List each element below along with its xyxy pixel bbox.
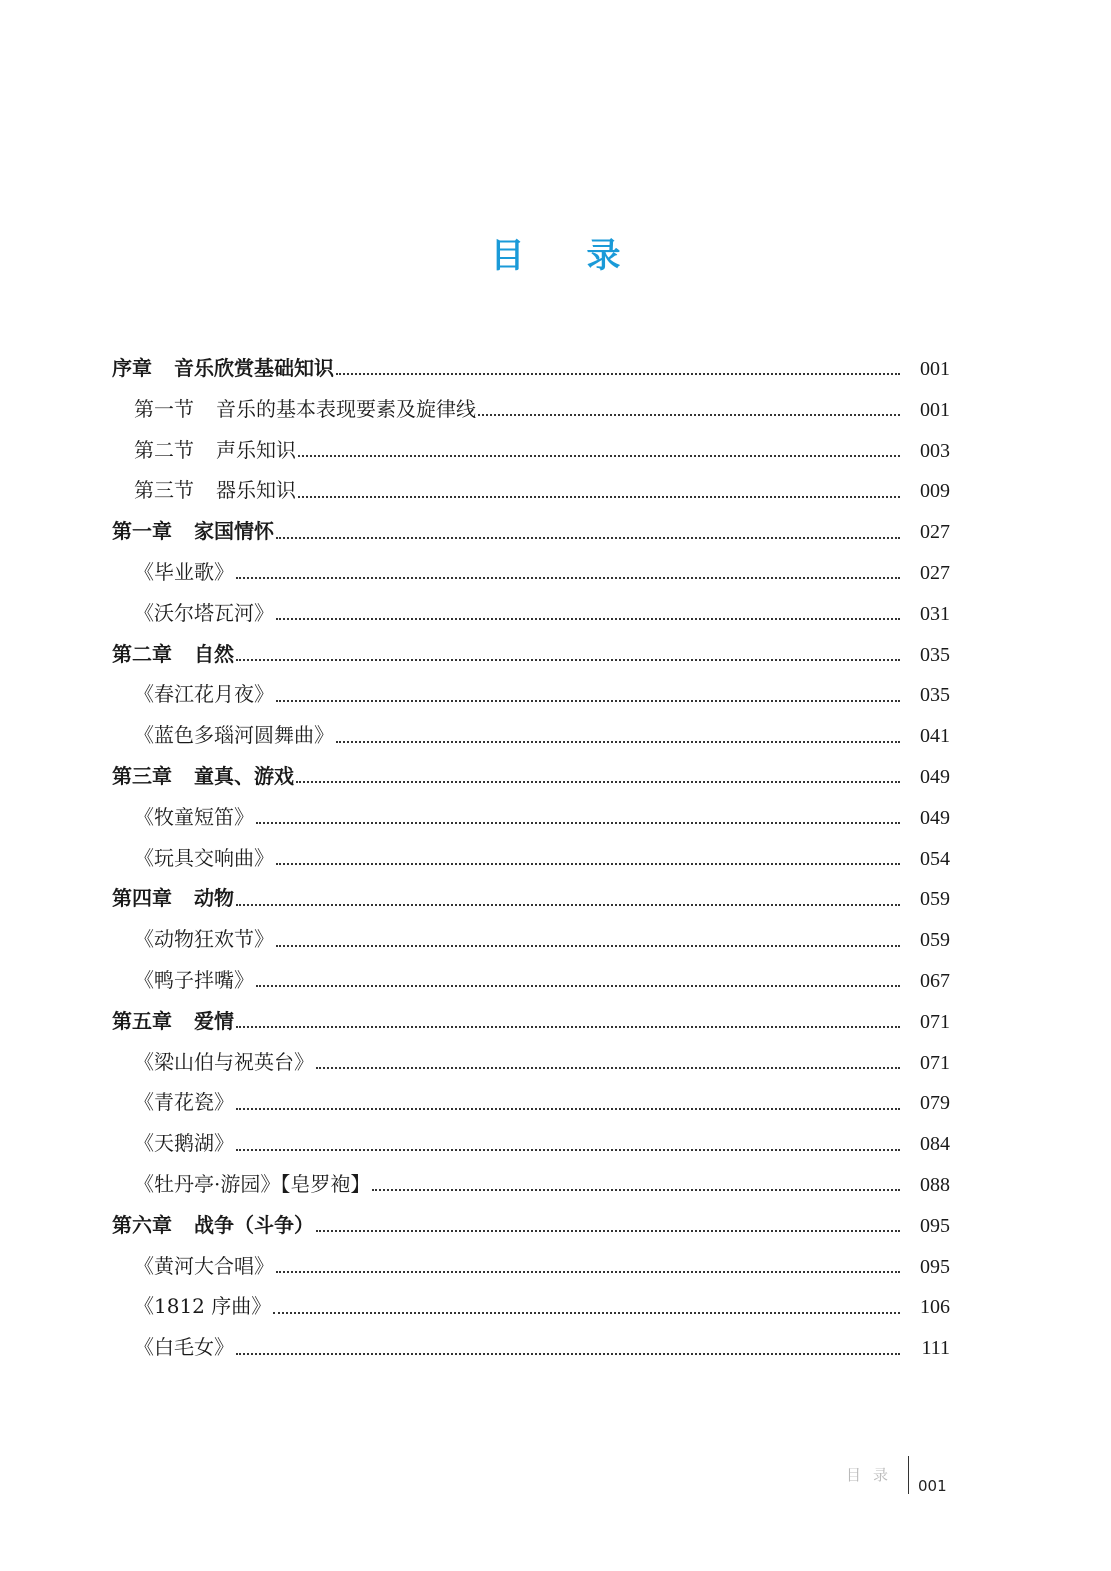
toc-dot-leader (276, 1271, 900, 1273)
toc-entry-title: 《黄河大合唱》 (134, 1253, 274, 1278)
toc-dot-leader (316, 1230, 900, 1232)
running-footer-char-1: 目 (846, 1466, 862, 1484)
toc-chapter-row (112, 1001, 950, 1042)
toc-entry-number: 第五章 (112, 1008, 172, 1033)
toc-entry-number: 序章 (112, 356, 152, 380)
toc-dot-leader (236, 1026, 900, 1028)
toc-entry-number: 第三节 (134, 478, 194, 503)
table-of-contents (112, 348, 950, 1368)
toc-page-number: 049 (920, 765, 950, 788)
toc-entry-title: 声乐知识 (216, 437, 296, 462)
toc-entry-title: 《春江花月夜》 (134, 682, 274, 707)
toc-entry-title: 《牧童短笛》 (134, 804, 254, 829)
toc-entry-label (134, 552, 234, 593)
toc-entry-row (112, 1286, 950, 1327)
toc-entry-row (112, 1246, 950, 1287)
toc-page-number: 001 (920, 358, 950, 380)
toc-entry-row (112, 430, 950, 471)
toc-dot-leader (256, 822, 900, 824)
toc-entry-row (112, 470, 950, 511)
toc-entry-label (134, 1123, 234, 1164)
footer-page-number: 001 (918, 1477, 947, 1495)
page-title-char-2: 录 (586, 236, 621, 276)
toc-entry-title: 器乐知识 (216, 478, 296, 503)
toc-entry-number: 第二节 (134, 437, 194, 462)
toc-page-number: 071 (920, 1051, 950, 1074)
toc-entry-title: 爱情 (194, 1008, 234, 1033)
toc-entry-title: 动物 (194, 886, 234, 911)
running-footer-char-2: 录 (873, 1466, 889, 1484)
toc-entry-row (112, 593, 950, 634)
toc-entry-row (112, 1042, 950, 1083)
toc-dot-leader (298, 496, 900, 498)
page-title (0, 228, 1111, 277)
toc-chapter-row (112, 1205, 950, 1246)
toc-dot-leader (236, 1108, 900, 1110)
toc-page-number: 095 (920, 1255, 950, 1278)
toc-entry-title: 《蓝色多瑙河圆舞曲》 (134, 723, 334, 748)
toc-page-number: 041 (920, 725, 950, 748)
toc-entry-label (112, 878, 234, 919)
toc-page-number: 071 (920, 1010, 950, 1033)
toc-entry-title: 《毕业歌》 (134, 559, 234, 584)
toc-dot-leader (276, 945, 900, 947)
toc-entry-number: 第二章 (112, 641, 172, 666)
toc-page-number: 031 (920, 602, 950, 625)
toc-page-number: 059 (920, 888, 950, 911)
toc-entry-title: 音乐欣赏基础知识 (174, 356, 334, 380)
toc-page-number: 003 (920, 439, 950, 462)
toc-entry-title: 自然 (194, 641, 234, 666)
toc-chapter-row (112, 878, 950, 919)
toc-page-number: 079 (920, 1092, 950, 1115)
toc-entry-label (134, 430, 296, 471)
toc-dot-leader (316, 1067, 900, 1069)
toc-entry-label (112, 756, 294, 797)
toc-entry-label (134, 797, 254, 838)
toc-entry-title: 《玩具交响曲》 (134, 845, 274, 870)
toc-entry-number: 第一章 (112, 519, 172, 544)
toc-entry-label (134, 1082, 234, 1123)
toc-entry-title: 《沃尔塔瓦河》 (134, 600, 274, 625)
toc-entry-label (112, 1205, 314, 1246)
toc-page-number: 084 (920, 1133, 950, 1156)
toc-entry-label (134, 593, 274, 634)
toc-entry-title: 《梁山伯与祝英台》 (134, 1049, 314, 1074)
toc-entry-title: 童真、游戏 (194, 763, 294, 788)
toc-page-number: 001 (920, 398, 950, 421)
toc-dot-leader (336, 373, 900, 375)
page-title-char-1: 目 (490, 236, 525, 276)
toc-entry-row (112, 1123, 950, 1164)
toc-entry-label (112, 348, 334, 389)
toc-entry-label (134, 470, 296, 511)
footer-divider (908, 1456, 909, 1494)
toc-chapter-row (112, 756, 950, 797)
toc-page-number: 035 (920, 684, 950, 707)
toc-entry-number: 第一节 (134, 396, 194, 421)
toc-dot-leader (276, 700, 900, 702)
toc-entry-number: 第六章 (112, 1212, 172, 1237)
toc-chapter-row (112, 634, 950, 675)
toc-page-number: 049 (920, 806, 950, 829)
toc-entry-title: 《青花瓷》 (134, 1090, 234, 1115)
toc-page-number: 027 (920, 561, 950, 584)
toc-entry-label (112, 1001, 234, 1042)
toc-chapter-row (112, 348, 950, 389)
toc-dot-leader (236, 1149, 900, 1151)
toc-entry-label (134, 674, 274, 715)
toc-dot-leader (298, 455, 900, 457)
toc-entry-label (134, 389, 476, 430)
toc-entry-title: 《天鹅湖》 (134, 1131, 234, 1156)
toc-entry-title: 《鸭子拌嘴》 (134, 967, 254, 992)
toc-entry-title: 战争（斗争） (194, 1212, 314, 1237)
toc-entry-label (134, 1286, 271, 1327)
toc-page-number: 106 (920, 1296, 950, 1319)
toc-entry-label (134, 838, 274, 879)
toc-entry-label (134, 1042, 314, 1083)
toc-page-number: 111 (921, 1337, 950, 1360)
toc-page-number: 088 (920, 1173, 950, 1196)
toc-entry-row (112, 797, 950, 838)
toc-dot-leader (336, 741, 900, 743)
toc-entry-row (112, 552, 950, 593)
toc-entry-label (134, 715, 334, 756)
toc-entry-row (112, 1082, 950, 1123)
toc-entry-label (134, 1327, 234, 1368)
toc-page-number: 035 (920, 643, 950, 666)
toc-entry-row (112, 1327, 950, 1368)
toc-dot-leader (478, 414, 900, 416)
toc-page-number: 009 (920, 480, 950, 503)
toc-dot-leader (236, 1353, 900, 1355)
toc-entry-title: 《白毛女》 (134, 1335, 234, 1360)
toc-dot-leader (276, 618, 900, 620)
toc-entry-number: 第四章 (112, 886, 172, 911)
toc-entry-label (112, 511, 274, 552)
toc-entry-label (134, 919, 274, 960)
toc-dot-leader (256, 985, 900, 987)
toc-entry-title: 《牡丹亭·游园》【皂罗袍】 (134, 1171, 371, 1196)
toc-entry-title: 《动物狂欢节》 (134, 927, 274, 952)
toc-page-number: 027 (920, 521, 950, 544)
toc-dot-leader (236, 904, 900, 906)
toc-dot-leader (296, 781, 900, 783)
toc-dot-leader (276, 863, 900, 865)
toc-entry-row (112, 919, 950, 960)
toc-chapter-row (112, 511, 950, 552)
toc-entry-row (112, 389, 950, 430)
toc-entry-row (112, 674, 950, 715)
toc-dot-leader (236, 577, 900, 579)
toc-entry-row (112, 838, 950, 879)
toc-entry-number: 第三章 (112, 763, 172, 788)
toc-entry-row (112, 960, 950, 1001)
toc-dot-leader (273, 1312, 900, 1314)
toc-entry-label (134, 1246, 274, 1287)
toc-dot-leader (236, 659, 900, 661)
toc-entry-label (134, 960, 254, 1001)
toc-page-number: 067 (920, 969, 950, 992)
toc-entry-title: 家国情怀 (194, 519, 274, 544)
toc-entry-title: 《1812 序曲》 (134, 1294, 272, 1319)
toc-page-number: 095 (920, 1214, 950, 1237)
toc-dot-leader (372, 1189, 900, 1191)
toc-entry-title: 音乐的基本表现要素及旋律线 (216, 396, 476, 421)
toc-entry-label (112, 634, 234, 675)
running-footer-label (846, 1464, 888, 1485)
toc-entry-row (112, 1164, 950, 1205)
toc-entry-label (134, 1164, 370, 1205)
toc-dot-leader (276, 537, 900, 539)
toc-entry-row (112, 715, 950, 756)
toc-page-number: 054 (920, 847, 950, 870)
toc-page-number: 059 (920, 929, 950, 952)
